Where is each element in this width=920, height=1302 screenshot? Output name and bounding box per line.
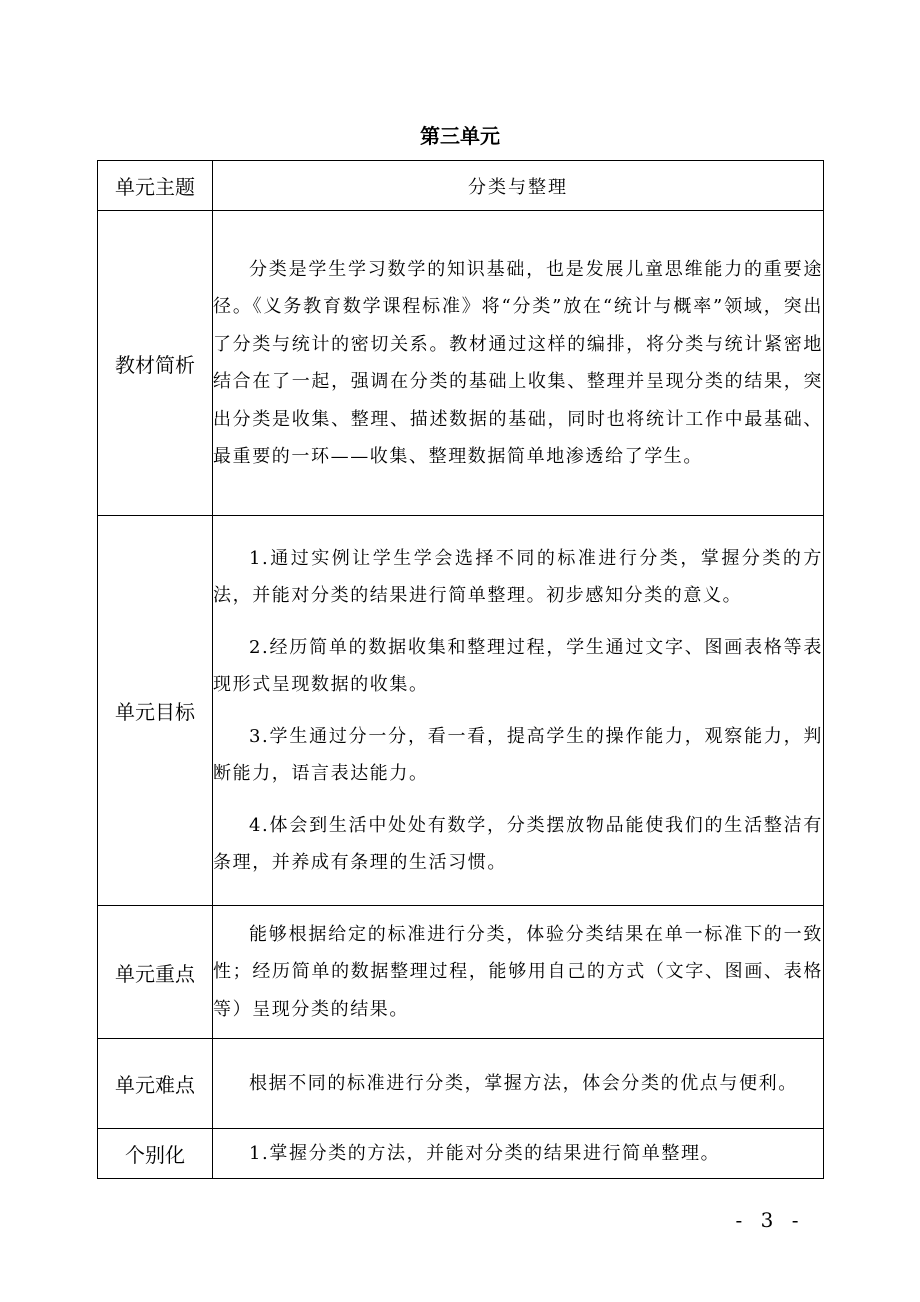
label-unit-goals: 单元目标	[98, 516, 213, 906]
unit-goal-item: 2.经历简单的数据收集和整理过程，学生通过文字、图画表格等表现形式呈现数据的收集。	[213, 636, 823, 695]
page-title: 第三单元	[420, 124, 500, 148]
label-material-analysis: 教材简析	[98, 211, 213, 516]
table-row-difficulties	[98, 1039, 824, 1129]
individualized-cell	[213, 1129, 824, 1179]
table-row-topic	[98, 161, 824, 211]
difficulties-text: 根据不同的标准进行分类，掌握方法，体会分类的优点与便利。	[249, 1072, 798, 1094]
unit-goal-item: 3.学生通过分一分，看一看，提高学生的操作能力，观察能力，判断能力，语言表达能力。	[213, 725, 823, 784]
unit-plan-table	[97, 160, 824, 1179]
unit-goal-item: 1.通过实例让学生学会选择不同的标准进行分类，掌握分类的方法，并能对分类的结果进行简单整理。初步感知分类的意义。	[213, 547, 823, 606]
table-row-goals	[98, 516, 824, 906]
label-unit-topic: 单元主题	[98, 161, 213, 211]
material-analysis-text: 分类是学生学习数学的知识基础，也是发展儿童思维能力的重要途径。《义务教育数学课程标准》将“分类”放在“统计与概率”领域，突出了分类与统计的密切关系。教材通过这样的编排，将分类与统计紧密地结合在了一起，强调在分类的基础上收集、整理并呈现分类的结果，突出分类是收集、整理、描述数据的基础，同时也将统计工作中最基础、最重要的一环——收集、整理数据简单地渗透给了学生。	[213, 258, 823, 467]
material-analysis-cell	[213, 211, 824, 516]
unit-topic-value: 分类与整理	[213, 161, 824, 211]
table-row-analysis	[98, 211, 824, 516]
table-row-key-points	[98, 906, 824, 1039]
unit-goals-cell	[213, 516, 824, 906]
page-number: - 3 -	[735, 1208, 805, 1232]
key-points-cell	[213, 906, 824, 1039]
label-key-points: 单元重点	[98, 906, 213, 1039]
label-difficulties: 单元难点	[98, 1039, 213, 1129]
key-points-text: 能够根据给定的标准进行分类，体验分类结果在单一标准下的一致性；经历简单的数据整理过程，能够用自己的方式（文字、图画、表格等）呈现分类的结果。	[213, 923, 823, 1020]
unit-goal-item: 4.体会到生活中处处有数学，分类摆放物品能使我们的生活整洁有条理，并养成有条理的生活习惯。	[213, 814, 823, 873]
difficulties-cell	[213, 1039, 824, 1129]
table-row-individual	[98, 1129, 824, 1179]
label-individualized: 个别化	[98, 1129, 213, 1179]
individualized-text: 1.掌握分类的方法，并能对分类的结果进行简单整理。	[249, 1142, 721, 1164]
